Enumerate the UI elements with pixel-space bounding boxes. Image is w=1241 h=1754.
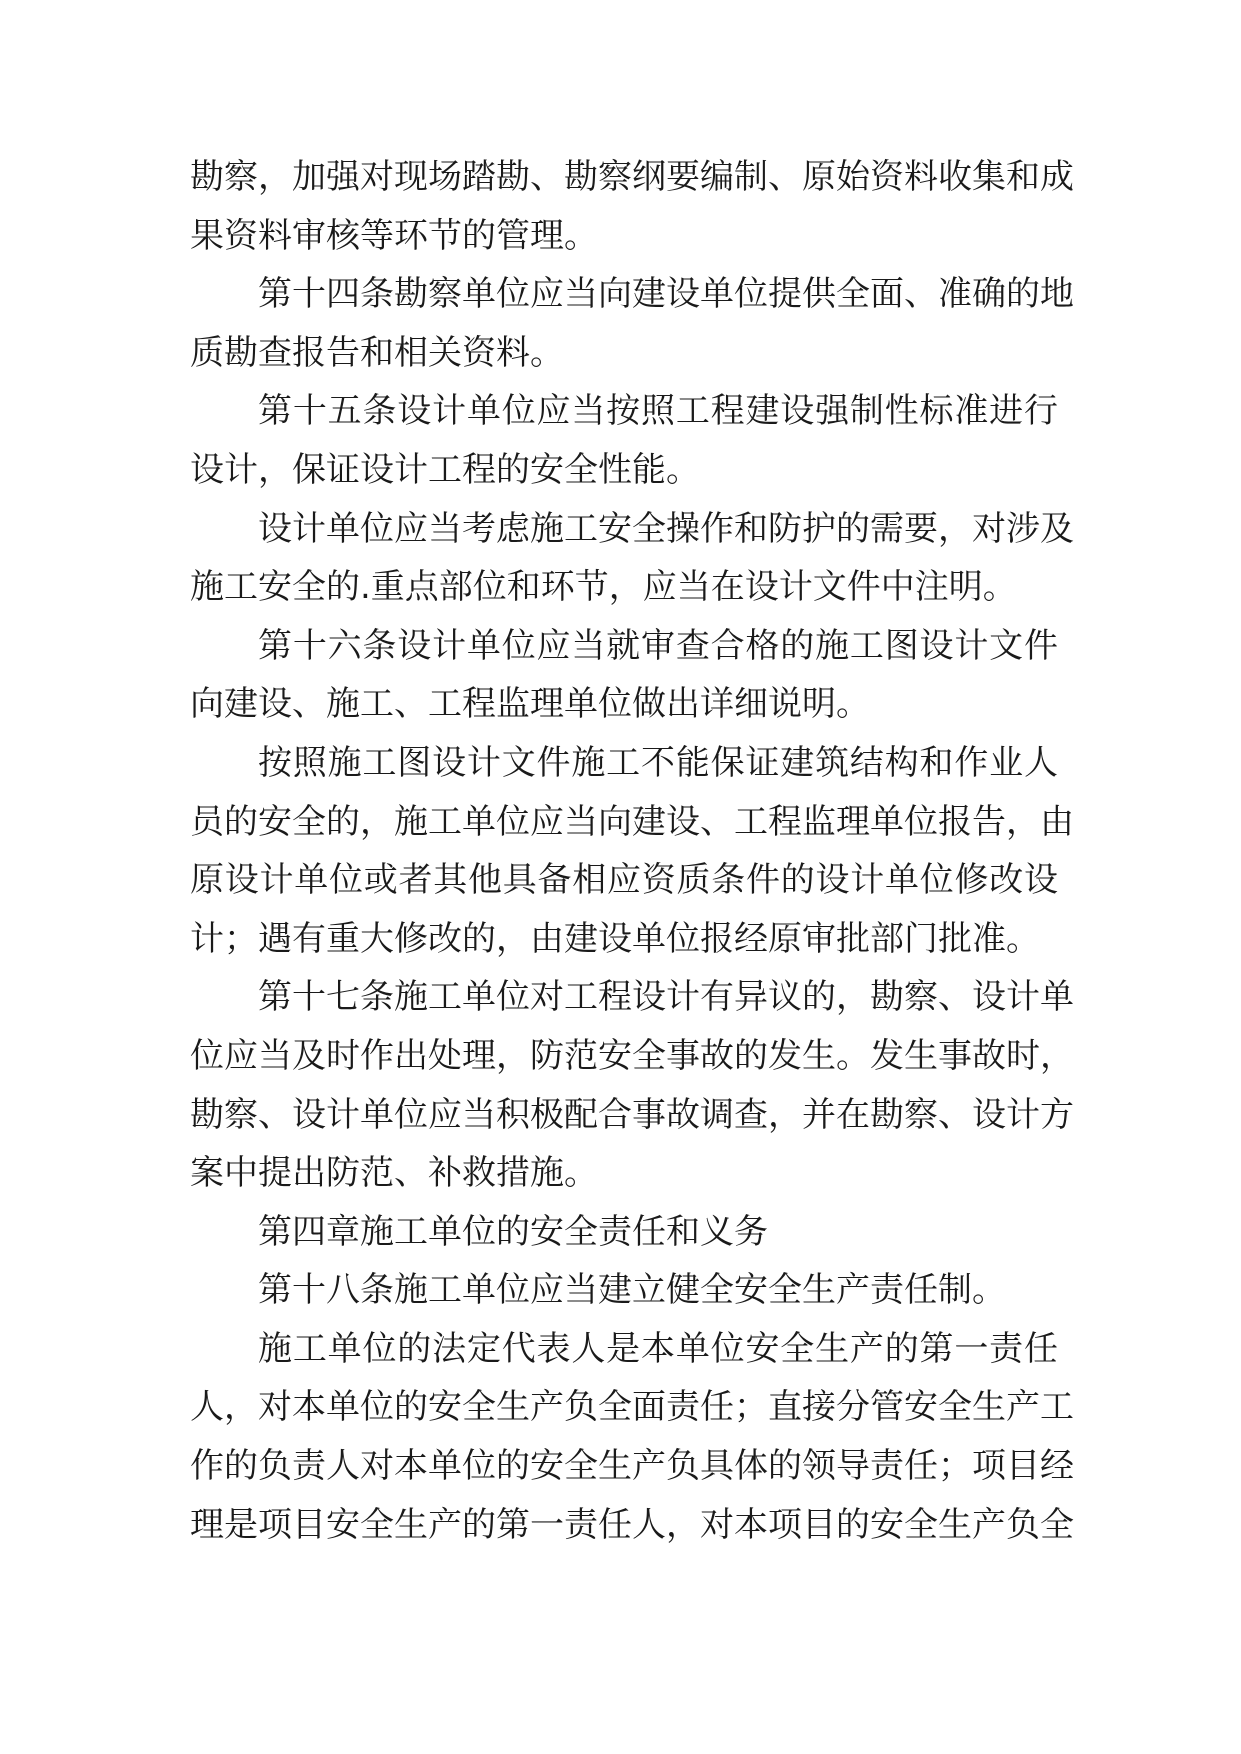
text-line: 设计，保证设计工程的安全性能。	[190, 449, 700, 490]
text-line: 人，对本单位的安全生产负全面责任；直接分管安全生产工	[190, 1387, 1074, 1428]
article-14-heading-line: 第十四条勘察单位应当向建设单位提供全面、准确的地	[258, 274, 1074, 315]
document-body	[190, 148, 1074, 1554]
text-line: 原设计单位或者其他具备相应资质条件的设计单位修改设	[190, 860, 1058, 901]
text-line: 果资料审核等环节的管理。	[190, 215, 598, 256]
text-line: 员的安全的，施工单位应当向建设、工程监理单位报告，由	[190, 801, 1074, 842]
article-17-heading-line: 第十七条施工单位对工程设计有异议的，勘察、设计单	[258, 977, 1074, 1018]
text-line: 质勘查报告和相关资料。	[190, 332, 564, 373]
article-16-heading-line: 第十六条设计单位应当就审查合格的施工图设计文件	[258, 625, 1058, 666]
chapter-4-heading: 第四章施工单位的安全责任和义务	[258, 1211, 768, 1252]
text-line: 作的负责人对本单位的安全生产负具体的领导责任；项目经	[190, 1446, 1074, 1487]
paragraph-start-line: 设计单位应当考虑施工安全操作和防护的需要，对涉及	[258, 508, 1074, 549]
text-line: 理是项目安全生产的第一责任人，对本项目的安全生产负全	[190, 1504, 1074, 1545]
article-15-heading-line: 第十五条设计单位应当按照工程建设强制性标准进行	[258, 391, 1058, 432]
text-line: 案中提出防范、补救措施。	[190, 1153, 598, 1194]
text-line: 勘察、设计单位应当积极配合事故调查，并在勘察、设计方	[190, 1094, 1074, 1135]
text-line: 计；遇有重大修改的，由建设单位报经原审批部门批准。	[190, 918, 1040, 959]
text-line: 向建设、施工、工程监理单位做出详细说明。	[190, 684, 870, 725]
paragraph-start-line: 按照施工图设计文件施工不能保证建筑结构和作业人	[258, 742, 1058, 783]
paragraph-start-line: 施工单位的法定代表人是本单位安全生产的第一责任	[258, 1328, 1058, 1369]
text-line: 位应当及时作出处理，防范安全事故的发生。发生事故时，	[190, 1035, 1074, 1076]
text-line: 施工安全的.重点部位和环节，应当在设计文件中注明。	[190, 567, 1017, 608]
text-line: 勘察，加强对现场踏勘、勘察纲要编制、原始资料收集和成	[190, 157, 1074, 197]
article-18-heading-line: 第十八条施工单位应当建立健全安全生产责任制。	[258, 1270, 1006, 1311]
